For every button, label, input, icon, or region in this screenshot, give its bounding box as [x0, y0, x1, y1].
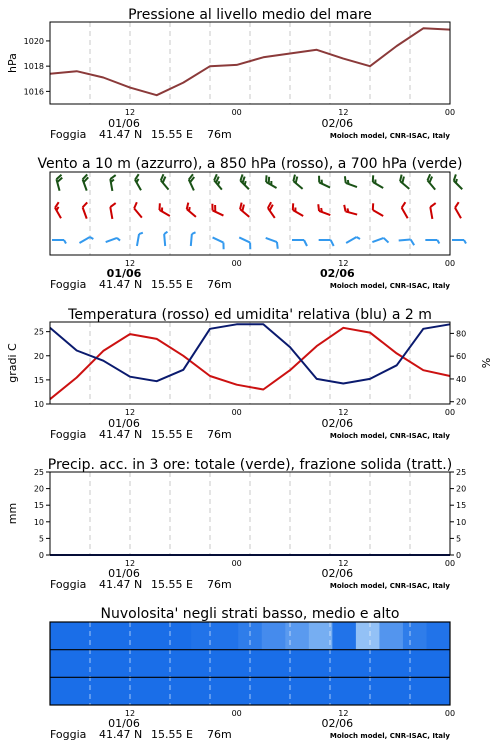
cloud-cell-medio [74, 650, 98, 678]
model-credit: Moloch model, CNR-ISAC, Italy [329, 432, 450, 440]
wind-barb-700 [343, 176, 359, 187]
y-tick-label: 1018 [23, 62, 44, 72]
cloud-cell-medio [379, 650, 403, 678]
model-credit: Moloch model, CNR-ISAC, Italy [329, 282, 450, 290]
y-axis-label: hPa [6, 53, 19, 73]
cloud-cell-alto [97, 622, 121, 650]
wind-barb-10m [346, 236, 360, 246]
cloud-cell-basso [238, 677, 262, 705]
x-tick-label: 12 [338, 408, 349, 417]
date-label: 01/06 [108, 717, 140, 730]
date-label: 02/06 [321, 717, 354, 730]
location-lon: 15.55 E [151, 128, 193, 141]
wind-barb-10m [79, 236, 93, 246]
y-tick-label: 15 [33, 501, 44, 511]
location-lat: 41.47 N [99, 428, 143, 441]
wind-barb-850 [210, 204, 226, 216]
wind-barb-10m [137, 232, 143, 246]
model-credit: Moloch model, CNR-ISAC, Italy [329, 582, 450, 590]
x-tick-label: 00 [231, 709, 242, 718]
cloud-cell-basso [215, 677, 239, 705]
y-axis-label-right: % [480, 357, 493, 369]
location-name: Foggia [50, 428, 87, 441]
location-lat: 41.47 N [99, 278, 143, 291]
cloud-cell-medio [403, 650, 427, 678]
date-label: 02/06 [320, 267, 355, 280]
x-tick-label: 00 [444, 709, 456, 718]
y-tick-label: 1020 [23, 36, 44, 46]
x-tick-label: 00 [231, 559, 242, 568]
cloud-cell-medio [262, 650, 286, 678]
model-credit: Moloch model, CNR-ISAC, Italy [329, 132, 450, 140]
y-tick-label-right: 80 [456, 329, 467, 339]
y-tick-label-right: 5 [456, 534, 462, 544]
location-lat: 41.47 N [99, 728, 143, 741]
wind-barb-700 [212, 174, 226, 189]
location-lon: 15.55 E [151, 728, 193, 741]
cloud-cell-alto [191, 622, 215, 650]
wind-barb-10m [292, 240, 307, 246]
y-tick-label: 25 [33, 468, 44, 477]
location-name: Foggia [50, 728, 87, 741]
cloud-cell-medio [285, 650, 309, 678]
cloud-cell-basso [356, 677, 380, 705]
wind-barb-850 [430, 203, 439, 219]
cloud-cell-alto [262, 622, 286, 650]
wind-barb-10m [452, 240, 466, 244]
panel-3 [6, 457, 466, 591]
panel-title: Pressione al livello medio del mare [128, 7, 372, 23]
cloud-cell-basso [379, 677, 403, 705]
date-label: 01/06 [108, 117, 140, 130]
cloud-cell-alto [168, 622, 192, 650]
wind-barb-700 [452, 174, 467, 189]
wind-barb-700 [82, 174, 93, 190]
cloud-cell-basso [121, 677, 145, 705]
x-tick-label: 12 [124, 709, 136, 718]
cloud-cell-basso [144, 677, 168, 705]
location-lat: 41.47 N [99, 128, 143, 141]
wind-barb-700 [56, 175, 66, 191]
y-tick-label: 5 [38, 534, 44, 544]
cloud-cell-alto [332, 622, 356, 650]
y-tick-label-right: 20 [456, 397, 467, 407]
x-tick-label: 12 [124, 108, 136, 117]
wind-barb-850 [343, 205, 359, 215]
y-tick-label-right: 60 [456, 352, 467, 362]
x-tick-label: 00 [231, 259, 242, 268]
wind-barb-850 [266, 202, 280, 218]
cloud-cell-alto [50, 622, 74, 650]
wind-barb-10m [319, 240, 334, 246]
y-tick-label: 25 [33, 327, 44, 337]
cloud-cell-medio [121, 650, 145, 678]
location-name: Foggia [50, 578, 87, 591]
x-tick-label: 12 [338, 709, 349, 718]
cloud-cell-basso [74, 677, 98, 705]
x-tick-label: 12 [124, 408, 136, 417]
cloud-cell-alto [426, 622, 450, 650]
location-lon: 15.55 E [151, 278, 193, 291]
y-tick-label: 0 [38, 551, 44, 560]
date-label: 02/06 [321, 117, 354, 130]
location-elev: 76m [207, 428, 232, 441]
y-tick-label: 10 [33, 517, 44, 527]
cloud-cell-medio [426, 650, 450, 678]
x-tick-label: 12 [124, 259, 136, 268]
wind-barb-10m [164, 232, 169, 246]
wind-barb-700 [398, 175, 413, 189]
cloud-cell-alto [356, 622, 380, 650]
wind-barb-850 [54, 202, 67, 218]
cloud-cell-basso [50, 677, 74, 705]
cloud-cell-basso [262, 677, 286, 705]
location-name: Foggia [50, 128, 87, 141]
x-tick-label: 12 [338, 259, 349, 268]
cloud-cell-medio [191, 650, 215, 678]
panel-1 [37, 156, 466, 291]
y-tick-label: 10 [33, 400, 44, 409]
y-tick-label: 1016 [23, 87, 44, 97]
cloud-cell-alto [215, 622, 239, 650]
x-tick-label: 00 [444, 259, 456, 268]
date-label: 01/06 [108, 567, 140, 580]
x-tick-label: 00 [231, 408, 242, 417]
x-tick-label: 12 [338, 559, 349, 568]
location-lon: 15.55 E [151, 428, 193, 441]
wind-barb-700 [159, 174, 173, 189]
y-tick-label: 20 [33, 351, 44, 361]
cloud-cell-alto [309, 622, 333, 650]
wind-barb-700 [291, 175, 306, 189]
cloud-cell-basso [426, 677, 450, 705]
wind-barb-850 [370, 203, 386, 216]
wind-barb-850 [400, 202, 413, 218]
cloud-cell-medio [215, 650, 239, 678]
cloud-cell-medio [356, 650, 380, 678]
x-tick-label: 00 [444, 559, 456, 568]
cloud-cell-basso [285, 677, 309, 705]
wind-barb-850 [82, 202, 93, 218]
location-elev: 76m [207, 728, 232, 741]
x-tick-label: 12 [338, 108, 349, 117]
cloud-cell-basso [403, 677, 427, 705]
cloud-cell-basso [191, 677, 215, 705]
cloud-cell-basso [97, 677, 121, 705]
wind-barb-700 [264, 175, 280, 188]
date-label: 02/06 [321, 567, 354, 580]
y-tick-label-right: 0 [456, 551, 462, 560]
date-label: 01/06 [108, 417, 140, 430]
wind-barb-700 [134, 174, 147, 190]
panel-title: Precip. acc. in 3 ore: totale (verde), frazione solida (tratt.) [47, 457, 453, 473]
cloud-cell-medio [50, 650, 74, 678]
cloud-cell-alto [403, 622, 427, 650]
cloud-cell-alto [144, 622, 168, 650]
cloud-cell-medio [168, 650, 192, 678]
wind-barb-10m [52, 240, 66, 244]
wind-barb-850 [132, 202, 146, 217]
cloud-cell-alto [379, 622, 403, 650]
cloud-cell-alto [285, 622, 309, 650]
wind-barb-850 [238, 203, 253, 217]
y-tick-label-right: 10 [456, 517, 467, 527]
date-label: 02/06 [321, 417, 354, 430]
location-elev: 76m [207, 578, 232, 591]
wind-barb-700 [110, 175, 119, 191]
wind-barb-10m [264, 238, 280, 249]
cloud-cell-basso [309, 677, 333, 705]
wind-barb-700 [238, 174, 253, 189]
wind-barb-700 [370, 175, 386, 188]
model-credit: Moloch model, CNR-ISAC, Italy [329, 732, 450, 740]
panel-2 [6, 307, 493, 441]
wind-barb-850 [290, 203, 306, 216]
panel-0 [6, 7, 455, 141]
wind-barb-10m [106, 237, 120, 245]
y-tick-label: 15 [33, 375, 44, 385]
location-elev: 76m [207, 278, 232, 291]
wind-barb-700 [426, 174, 440, 189]
cloud-cell-medio [332, 650, 356, 678]
x-tick-label: 00 [231, 108, 242, 117]
cloud-cell-alto [74, 622, 98, 650]
x-tick-label: 00 [444, 408, 456, 417]
wind-barb-10m [372, 237, 388, 248]
wind-barb-850 [454, 202, 467, 218]
location-lat: 41.47 N [99, 578, 143, 591]
y-tick-label-right: 15 [456, 501, 467, 511]
y-tick-label-right: 40 [456, 374, 467, 384]
panel-title: Temperatura (rosso) ed umidita' relativa (blu) a 2 m [68, 307, 432, 323]
x-tick-label: 12 [124, 559, 136, 568]
cloud-cell-medio [309, 650, 333, 678]
cloud-cell-basso [332, 677, 356, 705]
y-axis-label: mm [6, 502, 19, 525]
cloud-cell-basso [168, 677, 192, 705]
x-tick-label: 00 [444, 108, 456, 117]
panel-title: Nuvolosita' negli strati basso, medio e alto [100, 606, 400, 622]
cloud-cell-medio [144, 650, 168, 678]
location-lon: 15.55 E [151, 578, 193, 591]
wind-barb-700 [188, 174, 200, 190]
wind-barb-10m [425, 240, 439, 244]
panel-4 [50, 606, 455, 741]
wind-barb-10m [399, 239, 414, 246]
date-label: 01/06 [106, 267, 142, 280]
wind-barb-850 [110, 203, 119, 219]
wind-barb-10m [210, 237, 226, 249]
location-elev: 76m [207, 128, 232, 141]
wind-barb-10m [191, 232, 196, 246]
y-axis-label: gradi C [6, 343, 19, 383]
wind-barb-850 [184, 203, 199, 217]
y-tick-label-right: 25 [456, 468, 467, 477]
y-tick-label: 20 [33, 484, 44, 494]
cloud-cell-medio [97, 650, 121, 678]
panel-title: Vento a 10 m (azzurro), a 850 hPa (rosso), a 700 hPa (verde) [37, 156, 463, 172]
cloud-cell-alto [121, 622, 145, 650]
location-name: Foggia [50, 278, 87, 291]
y-tick-label-right: 20 [456, 484, 467, 494]
